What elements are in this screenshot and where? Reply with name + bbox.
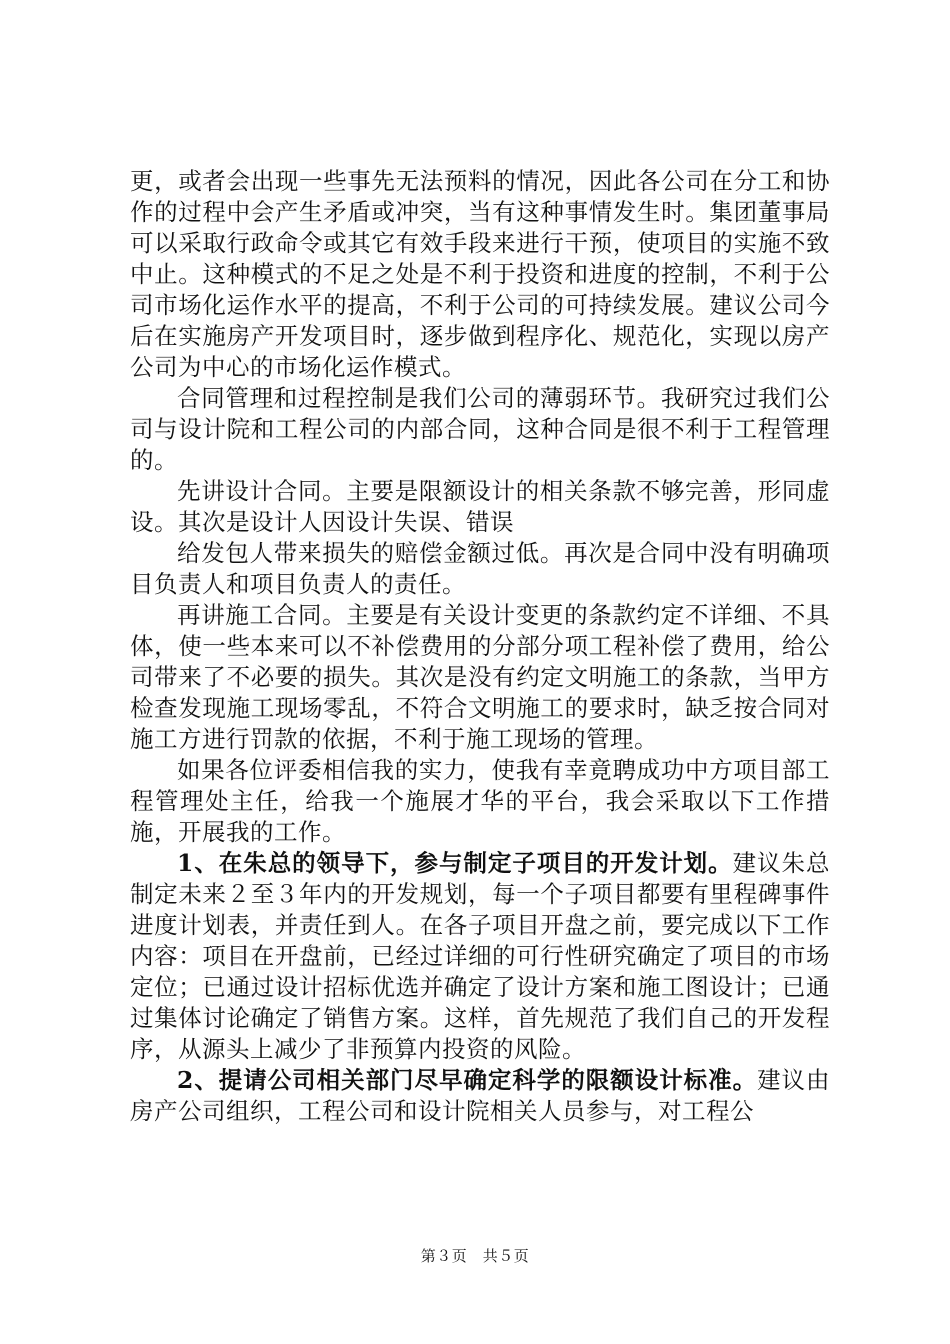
paragraph-8	[130, 1065, 830, 1127]
paragraph-text: 建议由房产公司组织，工程公司和设计院相关人员参与，对工程公	[130, 1066, 830, 1125]
paragraph-text: 更，或者会出现一些事先无法预料的情况，因此各公司在分工和协作的过程中会产生矛盾或冲突，当有这种事情发生时。集团董事局可以采取行政命令或其它有效手段来进行干预，使项目的实施不致中止。这种模式的不足之处是不利于投资和进度的控制，不利于公司市场化运作水平的提高，不利于公司的可持续发展。建议公司今后在实施房产开发项目时，逐步做到程序化、规范化，实现以房产公司为中心的市场化运作模式。	[130, 167, 830, 381]
document-body	[130, 166, 830, 1127]
paragraph-text: 先讲设计合同。主要是限额设计的相关条款不够完善，形同虚设。其次是设计人因设计失误、错误	[130, 477, 830, 536]
paragraph-5	[130, 600, 830, 755]
paragraph-1	[130, 166, 830, 383]
paragraph-text: 给发包人带来损失的赔偿金额过低。再次是合同中没有明确项目负责人和项目负责人的责任。	[130, 539, 830, 598]
page-number-footer: 第３页 共５页	[420, 1247, 530, 1265]
paragraph-heading: 1、在朱总的领导下，参与制定子项目的开发计划。	[177, 849, 733, 877]
paragraph-4	[130, 538, 830, 600]
paragraph-text: 再讲施工合同。主要是有关设计变更的条款约定不详细、不具体，使一些本来可以不补偿费用的分部分项工程补偿了费用，给公司带来了不必要的损失。其次是没有约定文明施工的条款，当甲方检查发现施工现场零乱，不符合文明施工的要求时，缺乏按合同对施工方进行罚款的依据，不利于施工现场的管理。	[130, 601, 830, 753]
paragraph-6	[130, 755, 830, 848]
paragraph-text: 建议朱总制定未来２至３年内的开发规划，每一个子项目都要有里程碑事件进度计划表，并责任到人。在各子项目开盘之前，要完成以下工作内容：项目在开盘前，已经过详细的可行性研究确定了项目的市场定位；已通过设计招标优选并确定了设计方案和施工图设计；已通过集体讨论确定了销售方案。这样，首先规范了我们自己的开发程序，从源头上减少了非预算内投资的风险。	[130, 849, 830, 1063]
paragraph-3	[130, 476, 830, 538]
paragraph-7	[130, 848, 830, 1065]
paragraph-text: 如果各位评委相信我的实力，使我有幸竟聘成功中方项目部工程管理处主任，给我一个施展才华的平台，我会采取以下工作措施，开展我的工作。	[130, 756, 830, 846]
paragraph-heading: 2、提请公司相关部门尽早确定科学的限额设计标准。	[177, 1066, 758, 1094]
paragraph-2	[130, 383, 830, 476]
paragraph-text: 合同管理和过程控制是我们公司的薄弱环节。我研究过我们公司与设计院和工程公司的内部合同，这种合同是很不利于工程管理的。	[130, 384, 830, 474]
